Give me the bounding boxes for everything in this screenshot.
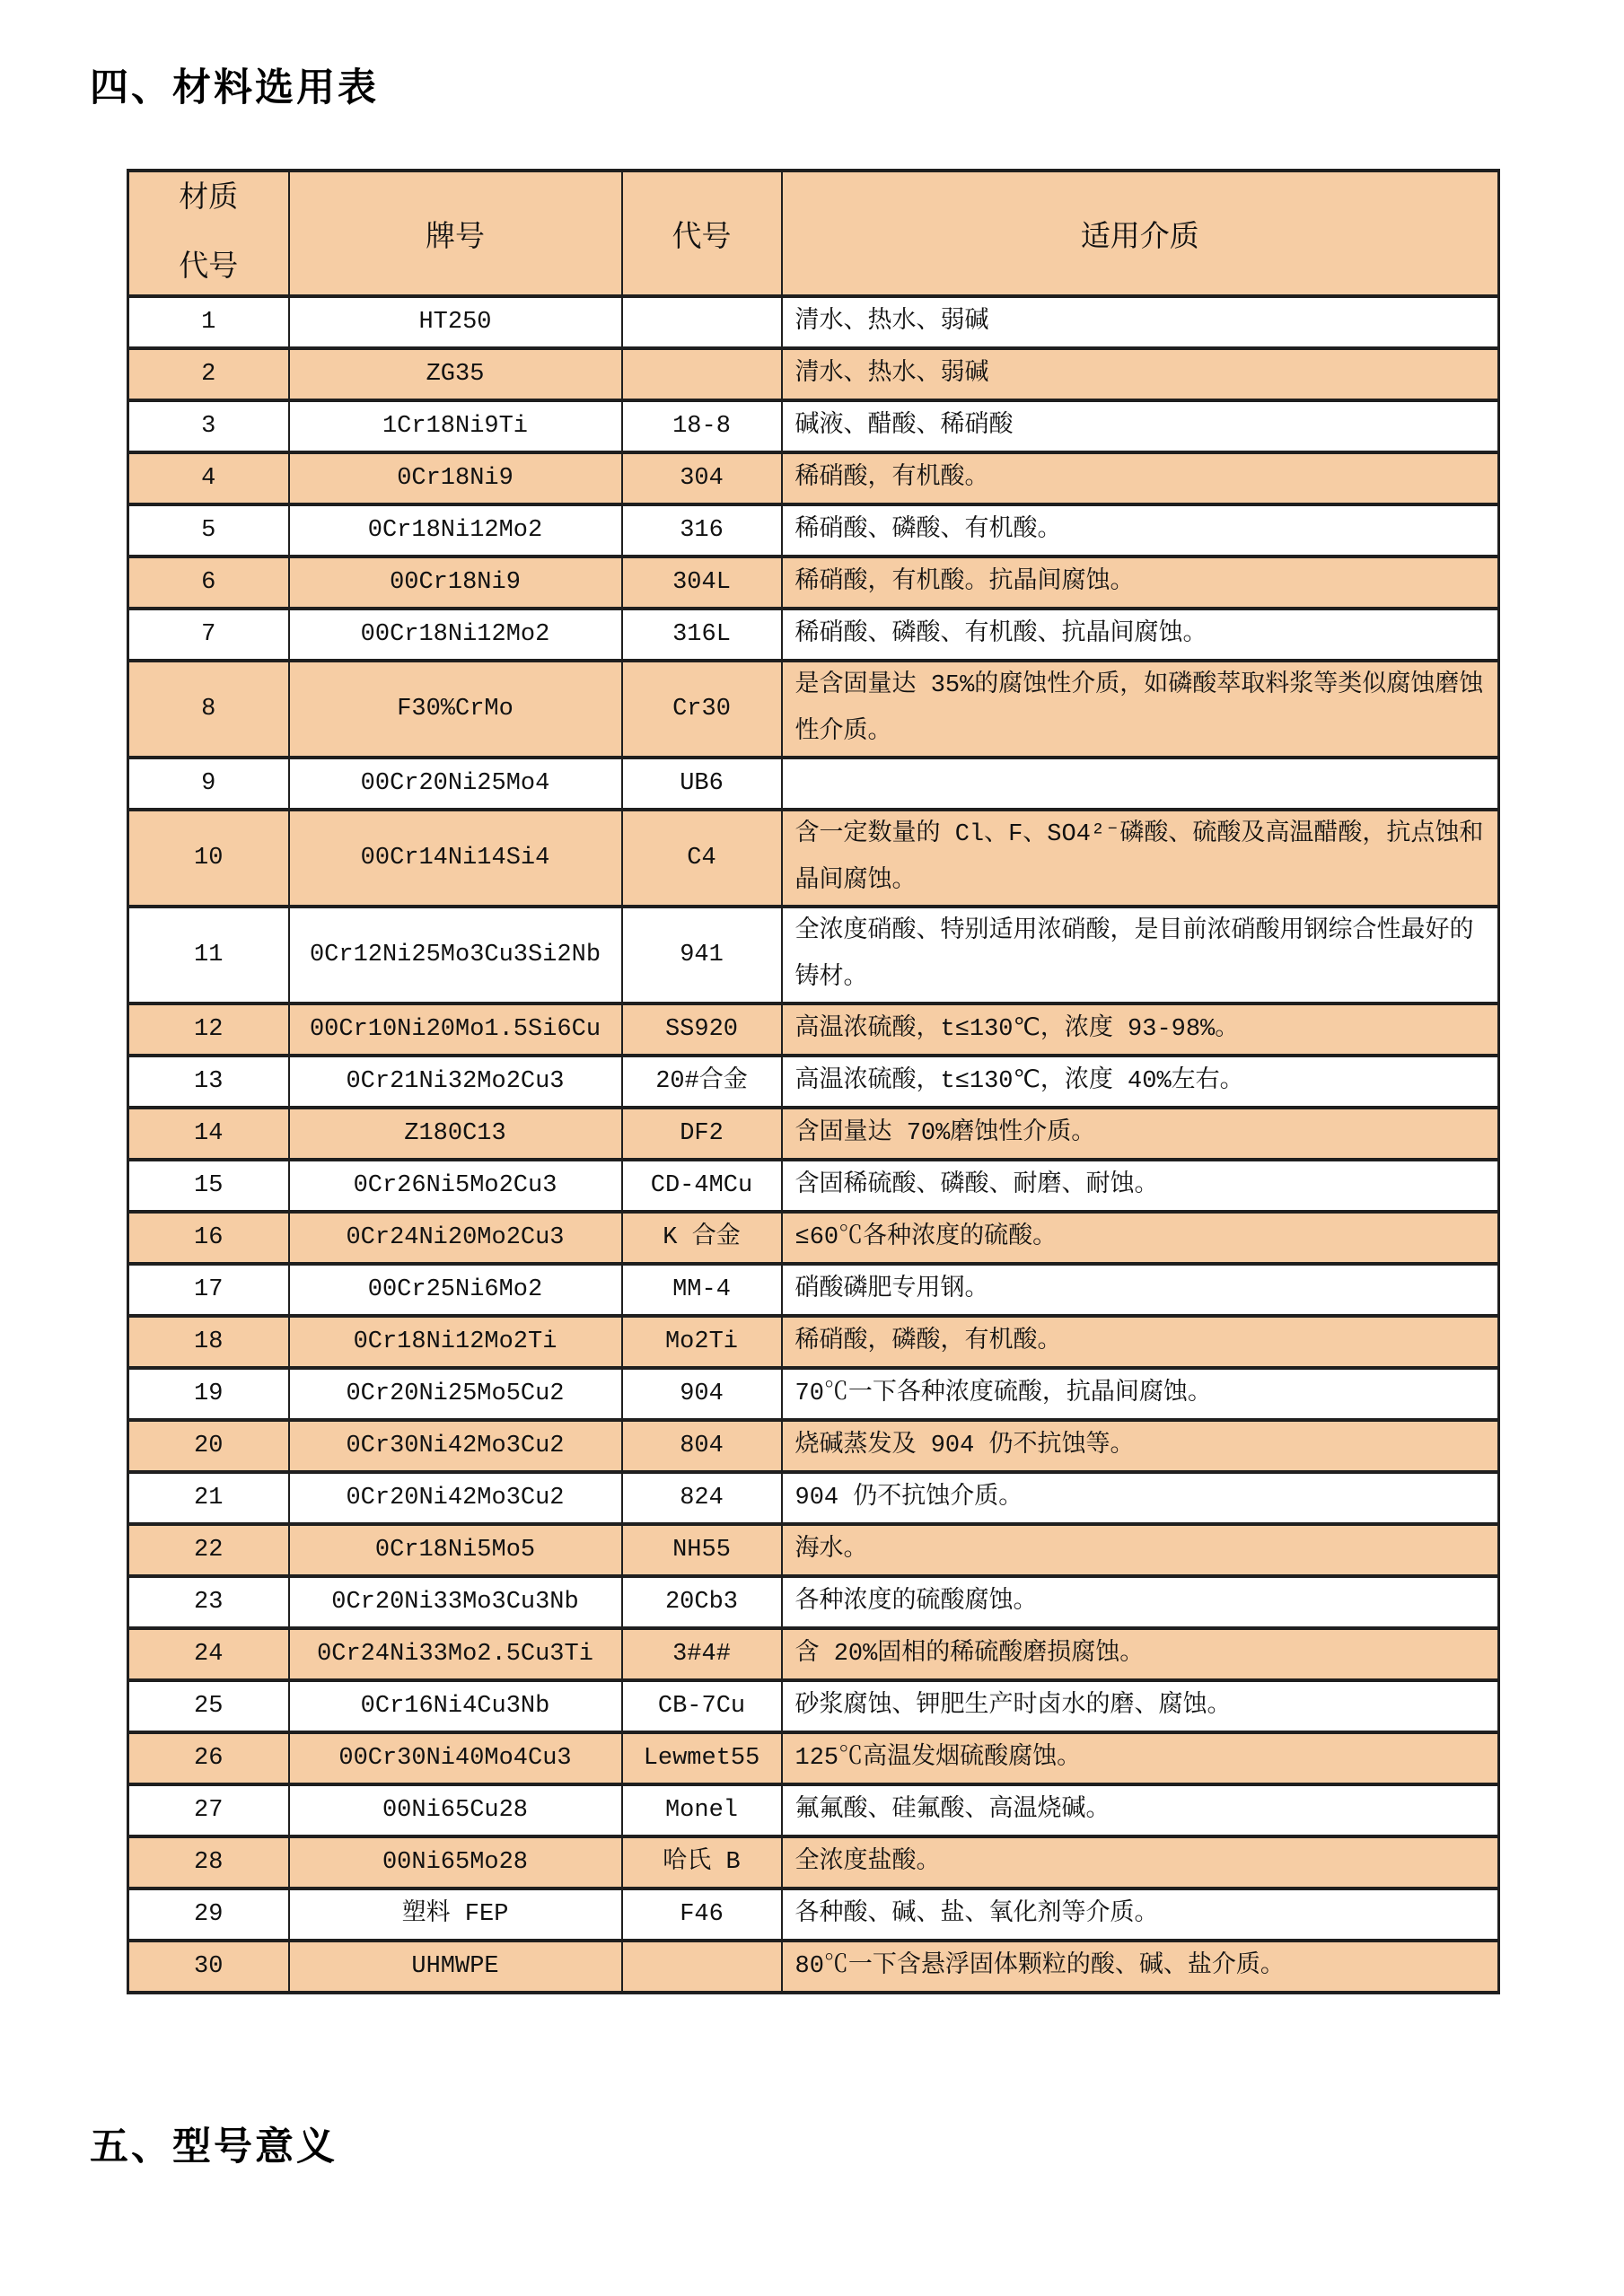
grade-cell: 00Cr20Ni25Mo4 (289, 758, 622, 810)
alias-cell: Mo2Ti (622, 1316, 782, 1368)
alias-cell (622, 1941, 782, 1993)
grade-cell: ZG35 (289, 348, 622, 400)
material-code-cell: 3 (128, 400, 289, 452)
table-row (128, 1160, 1499, 1212)
material-selection-table (127, 169, 1500, 1994)
table-row (128, 1368, 1499, 1420)
grade-cell: 00Cr18Ni12Mo2 (289, 609, 622, 661)
material-code-cell: 1 (128, 296, 289, 348)
table-row (128, 1524, 1499, 1576)
media-cell: 稀硝酸，有机酸。抗晶间腐蚀。 (782, 556, 1499, 609)
header-media: 适用介质 (782, 171, 1499, 296)
header-material-code-line1: 材质 (179, 182, 239, 215)
grade-cell: 00Cr10Ni20Mo1.5Si6Cu (289, 1003, 622, 1056)
material-code-cell: 8 (128, 661, 289, 758)
grade-cell: 00Ni65Cu28 (289, 1784, 622, 1836)
material-code-cell: 20 (128, 1420, 289, 1472)
material-code-cell: 14 (128, 1108, 289, 1160)
media-cell: 稀硝酸、磷酸、有机酸、抗晶间腐蚀。 (782, 609, 1499, 661)
alias-cell: 316 (622, 504, 782, 556)
alias-cell: 316L (622, 609, 782, 661)
media-cell: 125℃高温发烟硫酸腐蚀。 (782, 1732, 1499, 1784)
table-row (128, 1576, 1499, 1628)
table-row (128, 400, 1499, 452)
alias-cell (622, 348, 782, 400)
table-row (128, 1836, 1499, 1889)
material-selection-table-wrap (127, 169, 1500, 1994)
media-cell: 各种浓度的硫酸腐蚀。 (782, 1576, 1499, 1628)
grade-cell: 0Cr18Ni9 (289, 452, 622, 504)
table-row (128, 1472, 1499, 1524)
header-alias: 代号 (622, 171, 782, 296)
alias-cell: F46 (622, 1889, 782, 1941)
table-row (128, 1108, 1499, 1160)
table-row (128, 348, 1499, 400)
grade-cell: 0Cr16Ni4Cu3Nb (289, 1680, 622, 1732)
grade-cell: 0Cr18Ni5Mo5 (289, 1524, 622, 1576)
media-cell: 70℃一下各种浓度硫酸，抗晶间腐蚀。 (782, 1368, 1499, 1420)
table-row (128, 556, 1499, 609)
table-row (128, 504, 1499, 556)
table-row (128, 609, 1499, 661)
table-row (128, 1784, 1499, 1836)
grade-cell: 00Cr18Ni9 (289, 556, 622, 609)
grade-cell: HT250 (289, 296, 622, 348)
media-cell: ≤60℃各种浓度的硫酸。 (782, 1212, 1499, 1264)
table-row (128, 452, 1499, 504)
media-cell: 稀硝酸、磷酸、有机酸。 (782, 504, 1499, 556)
table-row (128, 1264, 1499, 1316)
grade-cell: F30%CrMo (289, 661, 622, 758)
grade-cell: 00Cr14Ni14Si4 (289, 810, 622, 907)
alias-cell: 304L (622, 556, 782, 609)
material-code-cell: 13 (128, 1056, 289, 1108)
media-cell: 含固稀硫酸、磷酸、耐磨、耐蚀。 (782, 1160, 1499, 1212)
media-cell: 海水。 (782, 1524, 1499, 1576)
media-cell: 硝酸磷肥专用钢。 (782, 1264, 1499, 1316)
alias-cell: SS920 (622, 1003, 782, 1056)
grade-cell: 1Cr18Ni9Ti (289, 400, 622, 452)
grade-cell: 00Cr30Ni40Mo4Cu3 (289, 1732, 622, 1784)
header-material-code-line2: 代号 (179, 251, 239, 285)
table-row (128, 661, 1499, 758)
media-cell: 稀硝酸，有机酸。 (782, 452, 1499, 504)
material-code-cell: 21 (128, 1472, 289, 1524)
media-cell: 碱液、醋酸、稀硝酸 (782, 400, 1499, 452)
material-code-cell: 12 (128, 1003, 289, 1056)
grade-cell: 0Cr20Ni42Mo3Cu2 (289, 1472, 622, 1524)
grade-cell: 0Cr21Ni32Mo2Cu3 (289, 1056, 622, 1108)
material-code-cell: 24 (128, 1628, 289, 1680)
table-row (128, 1003, 1499, 1056)
alias-cell: 20Cb3 (622, 1576, 782, 1628)
alias-cell: UB6 (622, 758, 782, 810)
section4-title: 四、材料选用表 (90, 67, 379, 110)
alias-cell: NH55 (622, 1524, 782, 1576)
table-row (128, 758, 1499, 810)
table-body (128, 296, 1499, 1993)
material-code-cell: 28 (128, 1836, 289, 1889)
alias-cell: 20#合金 (622, 1056, 782, 1108)
material-code-cell: 27 (128, 1784, 289, 1836)
alias-cell (622, 296, 782, 348)
alias-cell: 18-8 (622, 400, 782, 452)
media-cell: 氟氟酸、硅氟酸、高温烧碱。 (782, 1784, 1499, 1836)
material-code-cell: 19 (128, 1368, 289, 1420)
material-code-cell: 23 (128, 1576, 289, 1628)
table-header (128, 171, 1499, 296)
media-cell: 高温浓硫酸，t≤130℃，浓度 40%左右。 (782, 1056, 1499, 1108)
material-code-cell: 17 (128, 1264, 289, 1316)
grade-cell: 0Cr24Ni20Mo2Cu3 (289, 1212, 622, 1264)
grade-cell: 0Cr26Ni5Mo2Cu3 (289, 1160, 622, 1212)
grade-cell: 0Cr30Ni42Mo3Cu2 (289, 1420, 622, 1472)
material-code-cell: 9 (128, 758, 289, 810)
material-code-cell: 11 (128, 907, 289, 1003)
grade-cell: UHMWPE (289, 1941, 622, 1993)
material-code-cell: 15 (128, 1160, 289, 1212)
alias-cell: 804 (622, 1420, 782, 1472)
alias-cell: DF2 (622, 1108, 782, 1160)
alias-cell: Lewmet55 (622, 1732, 782, 1784)
grade-cell: 0Cr20Ni25Mo5Cu2 (289, 1368, 622, 1420)
table-row (128, 1680, 1499, 1732)
media-cell: 全浓度硝酸、特别适用浓硝酸，是目前浓硝酸用钢综合性最好的铸材。 (782, 907, 1499, 1003)
material-code-cell: 25 (128, 1680, 289, 1732)
table-row (128, 1056, 1499, 1108)
alias-cell: 304 (622, 452, 782, 504)
media-cell: 烧碱蒸发及 904 仍不抗蚀等。 (782, 1420, 1499, 1472)
grade-cell: 0Cr18Ni12Mo2 (289, 504, 622, 556)
material-code-cell: 29 (128, 1889, 289, 1941)
grade-cell: 0Cr20Ni33Mo3Cu3Nb (289, 1576, 622, 1628)
material-code-cell: 7 (128, 609, 289, 661)
grade-cell: 00Cr25Ni6Mo2 (289, 1264, 622, 1316)
alias-cell: CB-7Cu (622, 1680, 782, 1732)
media-cell: 稀硝酸，磷酸，有机酸。 (782, 1316, 1499, 1368)
grade-cell: 塑料 FEP (289, 1889, 622, 1941)
media-cell: 是含固量达 35%的腐蚀性介质，如磷酸萃取料浆等类似腐蚀磨蚀性介质。 (782, 661, 1499, 758)
material-code-cell: 5 (128, 504, 289, 556)
material-code-cell: 10 (128, 810, 289, 907)
alias-cell: CD-4MCu (622, 1160, 782, 1212)
alias-cell: Cr30 (622, 661, 782, 758)
table-header-row (128, 171, 1499, 296)
alias-cell: 941 (622, 907, 782, 1003)
table-row (128, 907, 1499, 1003)
table-row (128, 1628, 1499, 1680)
media-cell: 含一定数量的 Cl、F、SO4²⁻磷酸、硫酸及高温醋酸，抗点蚀和晶间腐蚀。 (782, 810, 1499, 907)
media-cell: 砂浆腐蚀、钾肥生产时卤水的磨、腐蚀。 (782, 1680, 1499, 1732)
table-row (128, 1889, 1499, 1941)
material-code-cell: 26 (128, 1732, 289, 1784)
table-row (128, 1732, 1499, 1784)
table-row (128, 1316, 1499, 1368)
table-row (128, 1212, 1499, 1264)
material-code-cell: 4 (128, 452, 289, 504)
alias-cell: 824 (622, 1472, 782, 1524)
table-row (128, 1420, 1499, 1472)
grade-cell: 0Cr24Ni33Mo2.5Cu3Ti (289, 1628, 622, 1680)
media-cell: 清水、热水、弱碱 (782, 296, 1499, 348)
material-code-cell: 18 (128, 1316, 289, 1368)
media-cell: 含 20%固相的稀硫酸磨损腐蚀。 (782, 1628, 1499, 1680)
alias-cell: C4 (622, 810, 782, 907)
table-row (128, 296, 1499, 348)
header-material-code (128, 171, 289, 296)
table-row (128, 1941, 1499, 1993)
media-cell: 全浓度盐酸。 (782, 1836, 1499, 1889)
material-code-cell: 30 (128, 1941, 289, 1993)
alias-cell: 3#4# (622, 1628, 782, 1680)
media-cell: 含固量达 70%磨蚀性介质。 (782, 1108, 1499, 1160)
media-cell: 904 仍不抗蚀介质。 (782, 1472, 1499, 1524)
header-grade: 牌号 (289, 171, 622, 296)
material-code-cell: 6 (128, 556, 289, 609)
material-code-cell: 2 (128, 348, 289, 400)
alias-cell: 哈氏 B (622, 1836, 782, 1889)
alias-cell: Monel (622, 1784, 782, 1836)
media-cell: 高温浓硫酸，t≤130℃，浓度 93-98%。 (782, 1003, 1499, 1056)
grade-cell: 0Cr18Ni12Mo2Ti (289, 1316, 622, 1368)
alias-cell: MM-4 (622, 1264, 782, 1316)
material-code-cell: 16 (128, 1212, 289, 1264)
media-cell (782, 758, 1499, 810)
grade-cell: 0Cr12Ni25Mo3Cu3Si2Nb (289, 907, 622, 1003)
media-cell: 80℃一下含悬浮固体颗粒的酸、碱、盐介质。 (782, 1941, 1499, 1993)
grade-cell: 00Ni65Mo28 (289, 1836, 622, 1889)
grade-cell: Z180C13 (289, 1108, 622, 1160)
material-code-cell: 22 (128, 1524, 289, 1576)
alias-cell: 904 (622, 1368, 782, 1420)
alias-cell: K 合金 (622, 1212, 782, 1264)
media-cell: 清水、热水、弱碱 (782, 348, 1499, 400)
media-cell: 各种酸、碱、盐、氧化剂等介质。 (782, 1889, 1499, 1941)
section5-title: 五、型号意义 (90, 2126, 338, 2169)
table-row (128, 810, 1499, 907)
